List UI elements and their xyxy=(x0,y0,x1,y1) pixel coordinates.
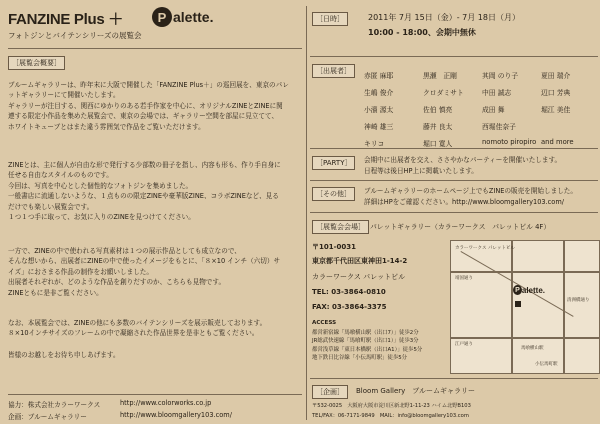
venue-fax: FAX: 03-3864-3375 xyxy=(312,303,387,311)
map-logo-text: alette. xyxy=(521,285,545,295)
venue-tag: ［展覧会会場］ xyxy=(312,220,369,234)
access-title: ACCESS xyxy=(312,320,337,326)
map-road xyxy=(451,337,599,339)
coop-label: 協力：株式会社カラーワークス xyxy=(8,401,101,409)
text-line: 連する限定小作品を集めた展覧会で、東京の会場では、ギャラリー空間を部屋に見立てて、 xyxy=(8,112,279,121)
venue-address: 東京都千代田区東神田1-14-2 xyxy=(312,257,408,265)
access-line: 都営新宿線「馬喰横山駅（出口7）」徒歩2分 xyxy=(312,330,419,336)
overview-paragraph-3 xyxy=(8,246,300,298)
artist-name: 赤匿 麻耶 xyxy=(364,72,394,80)
venue-name: パレットギャラリー（カラーワークス パレットビル 4F） xyxy=(370,223,551,231)
party-text xyxy=(364,155,561,177)
text-line: 今回は、写真を中心とした個性的なフォトジンを集めました。 xyxy=(8,181,193,190)
artist-name: nomoto piropiro xyxy=(482,138,537,146)
venue-postal: 〒101-0031 xyxy=(312,243,356,251)
text-line: ギャラリーが注目する、関西にゆかりのある若手作家を中心に、オリジナルZINEとZINEに関 xyxy=(8,101,283,110)
map-palette-logo xyxy=(513,283,545,297)
divider xyxy=(310,56,598,57)
artist-name: 小濱 源太 xyxy=(364,106,394,114)
artists-tag: ［出展者］ xyxy=(312,64,355,78)
plan-label: 企画：ブルームギャラリー xyxy=(8,413,87,421)
text-line: 一般書店に流通しないような、１点ものの限定ZINEや豪華版ZINE、コラボZINEなど、見る xyxy=(8,192,279,201)
map-label-street: 清洲橋通り xyxy=(567,298,590,303)
access-line: 地下鉄日比谷線「小伝馬町駅」徒歩5分 xyxy=(312,355,408,362)
text-line: 日程等は後日HP上に掲載いたします。 xyxy=(364,167,478,175)
text-line: イズ」におさまる作品の制作をお願いしました。 xyxy=(8,267,153,276)
text-line: なお、本展覧会では、ZINEの他にも多数のバイテンシリーズを展示販売しております。 xyxy=(8,319,267,327)
map-label-street: 江戸通り xyxy=(455,342,473,347)
artist-name: 夏田 瑞介 xyxy=(541,72,571,80)
text-line: 出展者それぞれが、どのような作品を創りだすのか、こちらも見物です。 xyxy=(8,278,226,287)
artist-name: 神崎 雄三 xyxy=(364,123,394,131)
party-tag: ［PARTY］ xyxy=(312,156,355,170)
map-logo-mark: P xyxy=(513,285,522,295)
text-line: ZINEともに是非ご覧ください。 xyxy=(8,288,103,297)
overview-paragraph-2 xyxy=(8,160,300,222)
divider xyxy=(310,148,598,149)
artist-name: 黒瀬 正剛 xyxy=(423,72,457,80)
text-line: ZINEとは、主に個人が自由な形で発行する少部数の冊子を指し、内容も形も、作り手自身に xyxy=(8,161,281,169)
exhibition-dates: 2011年 7月 15日（金）- 7月 18日（月） xyxy=(368,13,520,22)
map-label-street: 靖国通り xyxy=(455,276,473,281)
divider xyxy=(310,212,598,213)
text-line: ホワイトキューブとはまた違う雰囲気で作品をご覧いただけます。 xyxy=(8,122,205,131)
artist-name: 堀口 寛人 xyxy=(423,140,453,148)
divider xyxy=(310,180,598,181)
planning-tag: ［企画］ xyxy=(312,385,348,399)
planning-address: 〒532-0025 大阪府大阪市淀川区新北野1-11-23 ハイム北野B103 xyxy=(312,403,471,409)
text-line: １つ１つ手に取って、お気に入りのZINEを見つけてください。 xyxy=(8,213,195,222)
palette-logo-mark: P xyxy=(152,7,172,27)
text-line: 一方で、ZINEの中で使われる写真素材は１つの展示作品としても成立なので、 xyxy=(8,247,241,255)
map-road xyxy=(451,271,599,273)
access-list xyxy=(312,329,422,363)
text-line: 任せる自由なスタイルのものです。 xyxy=(8,171,113,180)
exhibition-hours: 10:00 - 18:00、会期中無休 xyxy=(368,28,476,37)
artist-list xyxy=(364,70,600,148)
overview-tag: ［展覧会概要］ xyxy=(8,56,65,70)
text-line: ブルームギャラリーは、昨年末に大阪で開催した「FANZINE Plus＋」の巡回展を、東京のパレ xyxy=(8,81,289,89)
text-line: 会期中に出展者を交え、ささやかなパーティーを開催いたします。 xyxy=(364,156,562,164)
coop-url-link[interactable]: http://www.colorworks.co.jp xyxy=(120,399,212,407)
text-line: そんな想いから、出展者にZINEの中で使ったイメージをもとに、「８×10 インチ（六切）サ xyxy=(8,257,281,266)
other-text xyxy=(364,186,577,208)
divider xyxy=(310,378,598,379)
map-label-top: カラーワークス パレットビル xyxy=(455,246,515,251)
divider xyxy=(8,48,302,49)
venue-map xyxy=(450,240,600,374)
map-road xyxy=(563,241,565,373)
venue-marker-icon xyxy=(515,301,521,307)
artist-name: and more xyxy=(541,138,574,146)
text-line: ットギャラリーにて開催いたします。 xyxy=(8,91,120,100)
artist-name: 西堀佳奈子 xyxy=(482,123,516,131)
map-label-station: 小伝馬町駅 xyxy=(535,362,558,367)
venue-building: カラーワークス パレットビル xyxy=(312,273,406,281)
access-line: 都営浅草線「東日本橋駅（出口A1）」徒歩5分 xyxy=(312,346,423,353)
artist-name: 其岡 のり子 xyxy=(482,72,519,80)
access-line: JR総武快速線「馬喰町駅（出口1）」徒歩3分 xyxy=(312,338,419,345)
artist-name: 辺口 芳典 xyxy=(541,89,571,97)
divider xyxy=(8,394,302,395)
palette-logo-text: alette. xyxy=(173,9,214,25)
overview-paragraph-1 xyxy=(8,80,300,132)
dates-tag: ［日時］ xyxy=(312,12,348,26)
column-divider xyxy=(306,6,307,420)
overview-paragraph-4 xyxy=(8,318,300,339)
artist-name: 藤井 良太 xyxy=(423,123,453,131)
planning-contact: TEL/FAX：06-7171-9849 MAIL：info@bloomgallery103.com xyxy=(312,413,469,419)
text-line: 詳細はHPをご確認ください。http://www.bloomgallery103.com/ xyxy=(364,198,564,206)
planning-name: Bloom Gallery ブルームギャラリー xyxy=(356,387,476,395)
palette-logo xyxy=(152,7,213,27)
venue-tel: TEL: 03-3864-0810 xyxy=(312,288,386,296)
artist-name: 堀江 美佳 xyxy=(541,106,571,114)
artist-name: 成田 舞 xyxy=(482,106,505,114)
overview-closing: 皆様のお越しをお待ち申しあげます。 xyxy=(8,351,120,359)
artist-name: 佐伯 慎亮 xyxy=(423,106,453,114)
artist-name xyxy=(541,121,600,131)
exhibition-title: FANZINE Plus ＋ xyxy=(8,11,123,28)
plan-url-link[interactable]: http://www.bloomgallery103.com/ xyxy=(120,411,232,419)
artist-name: キリコ xyxy=(364,140,385,148)
text-line: だけでも楽しい展覧会です。 xyxy=(8,202,94,211)
map-road xyxy=(511,241,513,373)
exhibition-subtitle: フォトジンとバイテンシリーズの展覧会 xyxy=(8,31,142,40)
other-tag: ［その他］ xyxy=(312,187,355,201)
text-line: ブルームギャラリーのホームページ上でもZINEの販売を開始しました。 xyxy=(364,187,577,195)
text-line: ８×10インチサイズのフレームの中で凝縮された作品世界を是非ともご覧ください。 xyxy=(8,329,259,338)
artist-name: 生嶋 俊介 xyxy=(364,89,394,97)
artist-name: クロダミサト xyxy=(423,89,464,97)
artist-name: 中田 誠志 xyxy=(482,89,512,97)
map-label-station: 馬喰横山駅 xyxy=(521,346,544,351)
